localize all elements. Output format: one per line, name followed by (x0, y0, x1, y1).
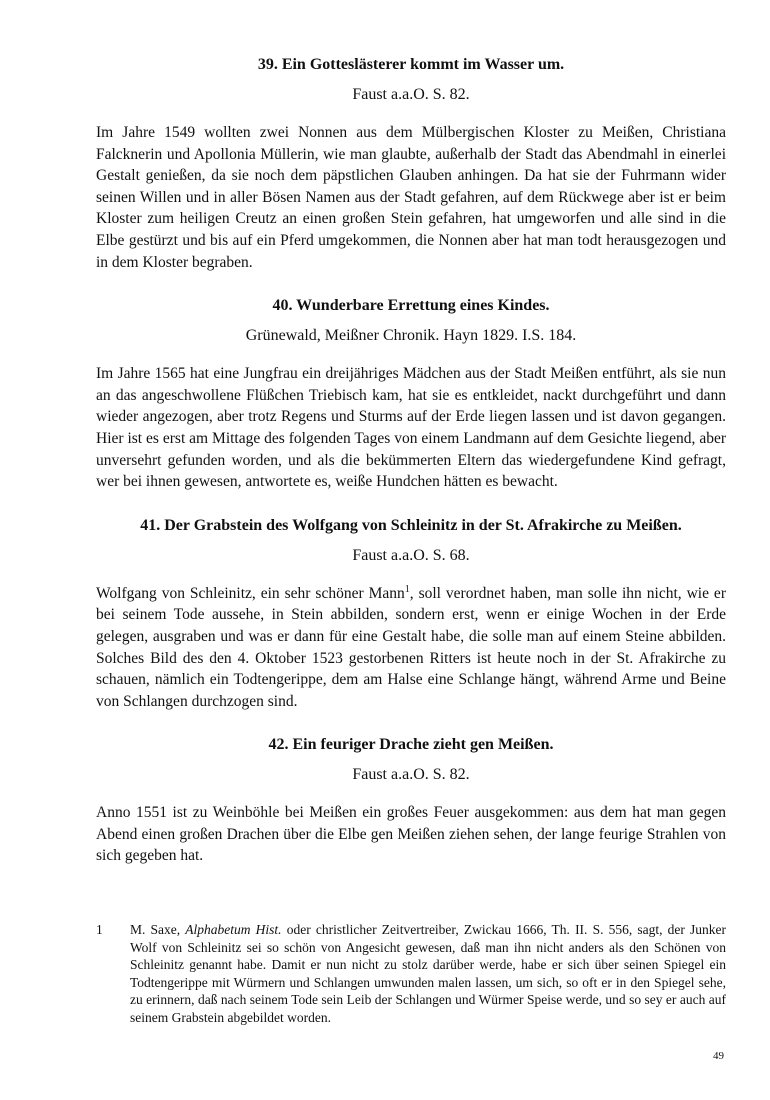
section-41-text-end: , soll verordnet haben, man solle ihn nicht, wie er bei seinem Tode aussehe, in Stein abbilden, sondern erst, wenn er einige Wochen in der Erde gelegen, ausgraben und was er dann für eine Gestalt habe, die solle man auf einem Steine abbilden. Solches Bild des den 4. Oktober 1523 gestorbenen Ritters ist heute noch in der St. Afrakirche zu schauen, nämlich ein Todtengerippe, dem am Halse eine Schlange hängt, während Arme und Beine von Schlangen durchzogen sind. (96, 584, 726, 710)
section-41-source: Faust a.a.O. S. 68. (352, 546, 470, 564)
footnote-body: oder christlicher Zeitvertreiber, Zwickau 1666, Th. II. S. 556, sagt, der Junker Wolf von Schleinitz sei so schön von Angesicht gewesen, daß man ihn nicht anders als den Schönen von Schleinitz genannt habe. Damit er nun nicht zu stolz darüber werde, habe er sich über seinen Spiegel ein Todtengerippe mit Würmern und Schlangen umwunden malen lassen, um sich, so oft er in den Spiegel sehe, zu erinnern, daß nach seinem Tode sein Leib der Schlangen und Würmer Speise werde, und so sey er auch auf seinem Grabstein abgebildet worden. (130, 922, 727, 1025)
footnote-reference[interactable]: 1 (404, 583, 410, 595)
section-40-source: Grünewald, Meißner Chronik. Hayn 1829. I.S. 184. (245, 327, 577, 345)
section-40-title: 40. Wunderbare Errettung eines Kindes. (272, 297, 550, 315)
section-41-title: 41. Der Grabstein des Wolfgang von Schleinitz in der St. Afrakirche zu Meißen. (140, 516, 682, 534)
section-41-text-start: Wolfgang von Schleinitz, ein sehr schöner Mann (96, 584, 405, 602)
footnote (96, 921, 726, 1026)
section-39-text: Im Jahre 1549 wollten zwei Nonnen aus dem Mülbergischen Kloster zu Meißen, Christiana Falcknerin und Apollonia Müllerin, wie man glaubte, außerhalb der Stadt das Abendmahl in einerlei Gestalt genießen, da sie noch dem päpstlichen Glauben anhingen. Da hat sie der Fuhrmann wider seinen Willen und in aller Bösen Namen aus der Stadt gefahren, auf dem Rückwege aber ist er beim Kloster zum heiligen Creutz an einen großen Stein gefahren, hat umgeworfen und alle sind in die Elbe gestürzt und bis auf ein Pferd umgekommen, die Nonnen aber hat man todt herausgezogen und in dem Kloster begraben. (96, 124, 726, 271)
section-40-text: Im Jahre 1565 hat eine Jungfrau ein dreijähriges Mädchen aus der Stadt Meißen entführt, als sie nun an das angeschwollene Flüßchen Triebisch kam, hat sie es entkleidet, nackt durchgeführt und dann wieder angezogen, aber trotz Regens und Sturms auf der Erde liegen lassen und ist davon gegangen. Hier ist es erst am Mittage des folgenden Tages von einem Landmann auf dem Gesichte liegend, aber unversehrt gefunden worden, und als die bekümmerten Eltern das wiedergefundene Kind gefragt, wer bei ihnen gewesen, antwortete es, weiße Hundchen hätten es bewacht. (96, 365, 726, 491)
section-39-source: Faust a.a.O. S. 82. (352, 86, 470, 103)
main-text (96, 54, 726, 867)
section-42-source: Faust a.a.O. S. 82. (352, 766, 470, 784)
section-39-title: 39. Ein Gotteslästerer kommt im Wasser um. (257, 56, 565, 73)
page-number: 49 (713, 1050, 724, 1062)
footnote-text (130, 921, 726, 1026)
section-42-text: Anno 1551 ist zu Weinböhle bei Meißen ein großes Feuer ausgekommen: aus dem hat man gegen Abend einen großen Drachen über die Elbe gen Meißen ziehen sehen, der lange feurige Strahlen von sich gegeben hat. (96, 804, 726, 865)
section-42-title: 42. Ein feuriger Drache zieht gen Meißen. (268, 736, 554, 754)
footnote-number: 1 (96, 922, 103, 937)
section-41-text (96, 583, 726, 713)
footnote-author: M. Saxe, (130, 922, 181, 937)
footnote-work-title: Alphabetum Hist. (185, 922, 282, 937)
